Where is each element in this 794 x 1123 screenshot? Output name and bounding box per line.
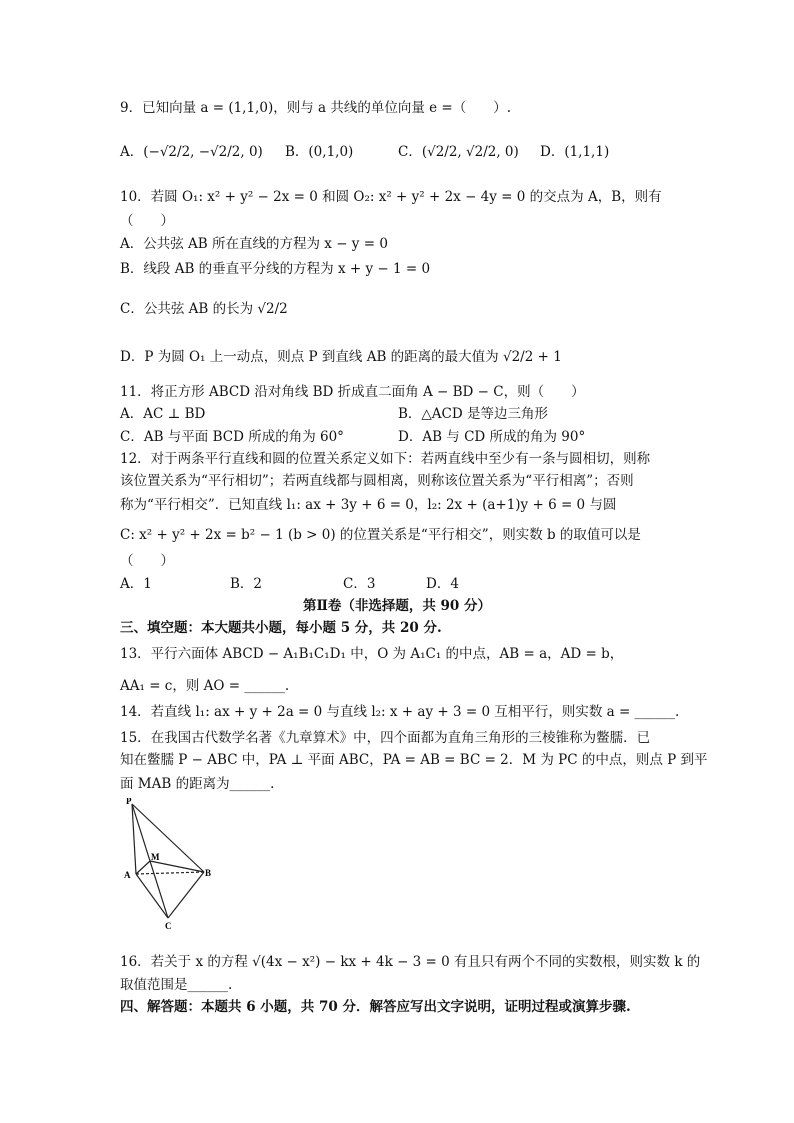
q9-stem: 9．已知向量 a = (1,1,0)，则与 a 共线的单位向量 e =（ ）. — [120, 100, 512, 116]
q11-option-a: A．AC ⊥ BD — [120, 406, 206, 422]
section-4-header: 四、解答题：本题共 6 小题，共 70 分．解答应写出文字说明，证明过程或演算步骤. — [120, 999, 631, 1015]
q11-stem: 11．将正方形 ABCD 沿对角线 BD 折成直二面角 A − BD − C，则（ ） — [120, 384, 585, 400]
q11-option-d: D．AB 与 CD 所成的角为 90° — [398, 429, 586, 445]
edge-ac — [136, 874, 168, 918]
section-2-title: 第Ⅱ卷（非选择题，共 90 分） — [302, 598, 492, 614]
q12-line1: 12．对于两条平行直线和圆的位置关系定义如下：若两直线中至少有一条与圆相切，则称 — [120, 451, 651, 467]
q12-line2: 该位置关系为“平行相切”；若两直线都与圆相离，则称该位置关系为“平行相离”；否则 — [120, 473, 634, 489]
label-p: P — [126, 798, 132, 806]
label-m: M — [151, 852, 160, 862]
q12-paren: （ ） — [120, 553, 174, 569]
q10-stem: 10．若圆 O₁: x² + y² − 2x = 0 和圆 O₂: x² + y² + 2x − 4y = 0 的交点为 A，B，则有 — [120, 189, 662, 205]
edge-mb — [150, 861, 204, 872]
q13-line1: 13．平行六面体 ABCD − A₁B₁C₁D₁ 中，O 为 A₁C₁ 的中点，AB = a，AD = b， — [120, 646, 624, 662]
q16-line2: 取值范围是______. — [120, 977, 233, 993]
q15-line2: 知在鳖臑 P − ABC 中，PA ⊥ 平面 ABC，PA = AB = BC = 2．M 为 PC 的中点，则点 P 到平 — [120, 752, 708, 768]
q9-option-c: C．(√2/2, √2/2, 0) — [398, 144, 519, 160]
q12-line3: 称为“平行相交”．已知直线 l₁: ax + 3y + 6 = 0，l₂: 2x + (a+1)y + 6 = 0 与圆 — [120, 497, 617, 513]
q9-option-a: A．(−√2/2, −√2/2, 0) — [120, 144, 263, 160]
q10-paren: （ ） — [120, 213, 174, 229]
label-a: A — [124, 870, 131, 880]
q10-option-d: D．P 为圆 O₁ 上一动点，则点 P 到直线 AB 的距离的最大值为 √2/2 + 1 — [120, 349, 562, 365]
q10-option-a: A．公共弦 AB 所在直线的方程为 x − y = 0 — [120, 236, 388, 252]
q9-option-b: B．(0,1,0) — [285, 144, 354, 160]
edge-ab — [136, 872, 204, 874]
tetrahedron-figure — [116, 798, 216, 930]
q9-option-d: D．(1,1,1) — [540, 144, 610, 160]
q10-option-c: C．公共弦 AB 的长为 √2/2 — [120, 301, 288, 317]
q13-line2: AA₁ = c，则 AO = ______. — [120, 678, 290, 694]
q15-line3: 面 MAB 的距离为______. — [120, 776, 275, 792]
q12-line4: C: x² + y² + 2x = b² − 1 (b > 0) 的位置关系是“平行相交”，则实数 b 的取值可以是 — [120, 527, 641, 543]
q11-option-b: B．△ACD 是等边三角形 — [398, 406, 548, 422]
edge-ma — [136, 861, 150, 874]
edge-bc — [168, 872, 204, 918]
q16-line1: 16．若关于 x 的方程 √(4x − x²) − kx + 4k − 3 = 0 有且只有两个不同的实数根，则实数 k 的 — [120, 954, 701, 970]
q12-option-d: D．4 — [426, 576, 459, 592]
q10-option-b: B．线段 AB 的垂直平分线的方程为 x + y − 1 = 0 — [120, 261, 431, 277]
label-b: B — [205, 868, 212, 878]
q11-option-c: C．AB 与平面 BCD 所成的角为 60° — [120, 429, 344, 445]
q14-text: 14．若直线 l₁: ax + y + 2a = 0 与直线 l₂: x + ay + 3 = 0 互相平行，则实数 a = ______. — [120, 704, 680, 720]
q12-option-a: A．1 — [120, 576, 152, 592]
section-3-header: 三、填空题：本大题共小题，每小题 5 分，共 20 分. — [120, 620, 442, 636]
q12-option-c: C．3 — [343, 576, 376, 592]
q12-option-b: B．2 — [230, 576, 263, 592]
label-c: C — [165, 921, 172, 930]
q15-line1: 15．在我国古代数学名著《九章算术》中，四个面都为直角三角形的三棱锥称为鳖臑．已 — [120, 730, 651, 746]
